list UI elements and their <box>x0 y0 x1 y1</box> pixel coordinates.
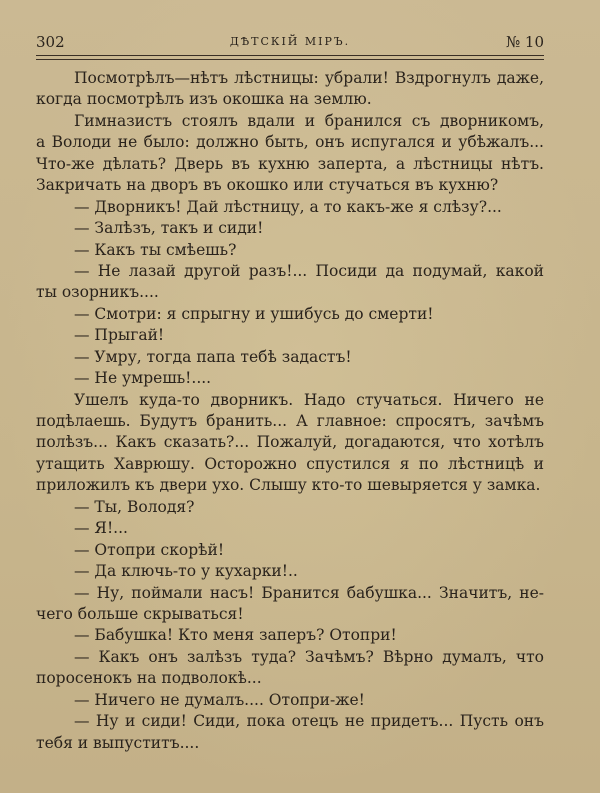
text-line: — Прыгай! <box>74 326 165 345</box>
issue-number: № 10 <box>505 33 544 51</box>
text-line: а Володи не было: должно быть, онъ испугался и убѣжалъ... <box>36 133 544 152</box>
text-line: приложилъ къ двери ухо. Слышу кто-то шевыряется у замка. <box>36 476 541 495</box>
text-line: — Не лазай другой разъ!... Посиди да подумай, какой <box>74 261 544 280</box>
text-line: чего больше скрываться! <box>36 604 244 623</box>
text-line: — Какъ онъ залѣзъ туда? Зачѣмъ? Вѣрно думалъ, что <box>74 647 544 666</box>
text-line: утащить Хаврюшу. Осторожно спустился я по лѣстницѣ и <box>36 454 544 473</box>
text-line: — Умру, тогда папа тебѣ задастъ! <box>74 347 352 366</box>
running-header <box>36 33 544 55</box>
text-line: подѣлаешь. Будутъ бранить... А главное: спросятъ, зачѣмъ <box>36 412 544 430</box>
text-line: — Какъ ты смѣешь? <box>74 240 237 259</box>
text-line: поросенокъ на подволокѣ... <box>36 669 262 688</box>
text-line: — Да ключь-то у кухарки!.. <box>74 562 298 581</box>
text-line: — Ты, Володя? <box>74 497 195 516</box>
text-line: — Ничего не думалъ.... Отопри-же! <box>74 690 365 709</box>
text-line: — Я!... <box>74 519 128 538</box>
text-line: — Отопри скорѣй! <box>74 540 225 559</box>
text-line: — Смотри: я спрыгну и ушибусь до смерти! <box>74 304 434 323</box>
journal-title: ДѢТСКІЙ МІРЪ. <box>229 35 351 48</box>
text-line: когда посмотрѣлъ изъ окошка на землю. <box>36 90 372 109</box>
text-line: Посмотрѣлъ—нѣтъ лѣстницы: убрали! Вздрогнулъ даже, <box>74 69 544 87</box>
text-line: тебя и выпуститъ.... <box>36 733 200 752</box>
text-line: Закричать на дворъ въ окошко или стучаться въ кухню? <box>36 176 499 195</box>
text-line: — Бабушка! Кто меня заперъ? Отопри! <box>74 626 397 645</box>
text-line: — Дворникъ! Дай лѣстницу, а то какъ-же я слѣзу?... <box>74 197 502 216</box>
page-number: 302 <box>36 33 65 51</box>
text-line: Что-же дѣлать? Дверь въ кухню заперта, а лѣстницы нѣтъ. <box>36 154 544 173</box>
body-text <box>36 68 544 754</box>
text-line: — Ну и сиди! Сиди, пока отецъ не придетъ... Пусть онъ <box>74 712 544 731</box>
text-line: полѣзъ... Какъ сказать?... Пожалуй, догадаются, что хотѣлъ <box>36 433 544 452</box>
header-rule <box>36 55 544 60</box>
text-line: ты озорникъ.... <box>36 283 159 302</box>
text-line: — Не умрешь!.... <box>74 369 212 388</box>
text-line: — Ну, поймали насъ! Бранится бабушка... Значитъ, не- <box>74 583 544 602</box>
text-line: Ушелъ куда-то дворникъ. Надо стучаться. Ничего не <box>74 390 544 409</box>
text-line: — Залѣзъ, такъ и сиди! <box>74 219 264 238</box>
text-line: Гимназистъ стоялъ вдали и бранился съ дворникомъ, <box>74 111 544 130</box>
